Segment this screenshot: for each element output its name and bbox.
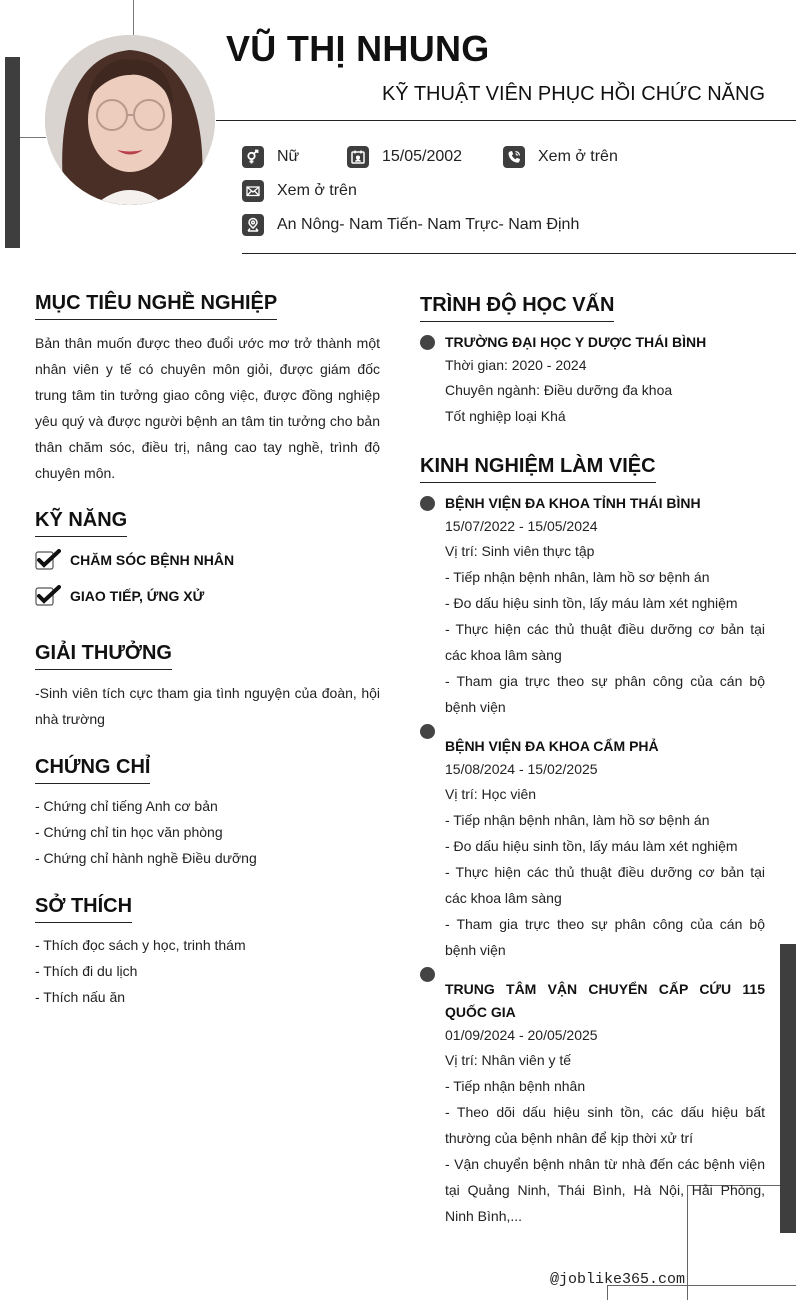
experience-heading: KINH NGHIỆM LÀM VIỆC (420, 455, 656, 483)
education-line: Chuyên ngành: Điều dưỡng đa khoa (445, 382, 673, 398)
header-divider (216, 120, 796, 121)
timeline-bullet (420, 335, 435, 350)
job-line: - Tiếp nhận bệnh nhân, làm hồ sơ bệnh án (445, 812, 710, 828)
job-line: - Tiếp nhận bệnh nhân (445, 1078, 586, 1094)
certificate-item: - Chứng chỉ tin học văn phòng (35, 824, 223, 840)
phone-value: Xem ở trên (538, 148, 618, 165)
job-line: - Thực hiện các thủ thuật điều dưỡng cơ bản tại các khoa lâm sàng (445, 864, 765, 906)
certificate-item: - Chứng chỉ tiếng Anh cơ bản (35, 798, 218, 814)
education-heading: TRÌNH ĐỘ HỌC VẤN (420, 294, 614, 322)
phone-icon (503, 146, 525, 168)
job-line: - Đo dấu hiệu sinh tồn, lấy máu làm xét nghiệm (445, 595, 738, 611)
hobby-item: - Thích nấu ăn (35, 989, 126, 1005)
job-date: 01/09/2024 - 20/05/2025 (445, 1027, 598, 1043)
birthday-value: 15/05/2002 (382, 148, 463, 165)
education-line: Thời gian: 2020 - 2024 (445, 357, 587, 373)
job-title: KỸ THUẬT VIÊN PHỤC HỒI CHỨC NĂNG (381, 83, 765, 105)
candidate-name: VŨ THỊ NHUNG (226, 28, 490, 69)
job-line: Vị trí: Sinh viên thực tập (445, 543, 595, 559)
skill-label: CHĂM SÓC BỆNH NHÂN (70, 552, 235, 568)
skills-heading: KỸ NĂNG (35, 509, 127, 537)
job-line: - Vận chuyển bệnh nhân từ nhà đến các bệnh viện tại Quảng Ninh, Thái Bình, Hà Nội, Hải Phòng, Ninh Bình,... (445, 1156, 765, 1224)
left-decor-bar (5, 57, 20, 248)
checkbox-checked-icon (35, 584, 61, 608)
contact-address (242, 214, 579, 236)
checkbox-checked-icon (35, 548, 61, 572)
awards-heading: GIẢI THƯỞNG (35, 642, 172, 670)
objective-heading: MỤC TIÊU NGHỀ NGHIỆP (35, 292, 277, 320)
certificate-item: - Chứng chỉ hành nghề Điều dưỡng (35, 850, 257, 866)
hobby-item: - Thích đọc sách y học, trinh thám (35, 937, 246, 953)
hobby-item: - Thích đi du lịch (35, 963, 138, 979)
contact-divider (242, 253, 796, 254)
skill-label: GIAO TIẾP, ỨNG XỬ (70, 588, 205, 604)
job-line: - Tham gia trực theo sự phân công của cán bộ bệnh viện (445, 916, 765, 958)
awards-text: -Sinh viên tích cực tham gia tình nguyện của đoàn, hội nhà trường (35, 685, 380, 727)
contact-phone (503, 146, 618, 168)
job-line: Vị trí: Nhân viên y tế (445, 1052, 572, 1068)
objective-text: Bản thân muốn được theo đuổi ước mơ trở thành một nhân viên y tế có chuyên môn giỏi, được giám đốc trung tâm tin tưởng giao công việc, được đồng nghiệp yêu quý và được người bệnh an tâm tin tưởng cho bản thân chăm sóc, điều trị, nâng cao tay nghề, trình độ chuyên môn. (35, 335, 380, 481)
hobbies-list (35, 932, 246, 1010)
hobbies-heading: SỞ THÍCH (35, 895, 132, 923)
job-line: - Thực hiện các thủ thuật điều dưỡng cơ bản tại các khoa lâm sàng (445, 621, 765, 663)
timeline-bullet (420, 967, 435, 982)
gender-value: Nữ (277, 148, 300, 165)
certificates-heading: CHỨNG CHỈ (35, 756, 150, 784)
calendar-icon (347, 146, 369, 168)
job-line: - Tham gia trực theo sự phân công của cán bộ bệnh viện (445, 673, 765, 715)
skill-item (35, 584, 204, 608)
experience-entry (445, 492, 765, 720)
mail-icon (242, 180, 264, 202)
right-decor-bar (780, 944, 796, 1233)
job-date: 15/07/2022 - 15/05/2024 (445, 518, 598, 534)
school-name: TRƯỜNG ĐẠI HỌC Y DƯỢC THÁI BÌNH (445, 334, 707, 350)
profile-photo (45, 35, 215, 205)
address-value: An Nông- Nam Tiến- Nam Trực- Nam Định (277, 216, 580, 233)
watermark: @joblike365.com (550, 1271, 686, 1288)
location-icon (242, 214, 264, 236)
job-line: - Tiếp nhận bệnh nhân, làm hồ sơ bệnh án (445, 569, 710, 585)
email-value: Xem ở trên (277, 182, 357, 199)
job-line: - Theo dõi dấu hiệu sinh tồn, các dấu hiệu bất thường của bệnh nhân để kịp thời xử trí (445, 1104, 765, 1146)
timeline-bullet (420, 496, 435, 511)
experience-entry (445, 735, 765, 963)
certificates-list (35, 793, 257, 871)
experience-entry (445, 978, 765, 1229)
job-line: Vị trí: Học viên (445, 786, 537, 802)
skill-item (35, 548, 234, 572)
education-entry (445, 331, 765, 429)
education-line: Tốt nghiệp loại Khá (445, 408, 566, 424)
top-decor-line (133, 0, 134, 36)
company-name: TRUNG TÂM VẬN CHUYỂN CẤP CỨU 115 QUỐC GIA (445, 981, 765, 1020)
left-decor-line (20, 137, 46, 138)
timeline-bullet (420, 724, 435, 739)
company-name: BỆNH VIỆN ĐA KHOA TỈNH THÁI BÌNH (445, 495, 701, 511)
company-name: BỆNH VIỆN ĐA KHOA CẨM PHẢ (445, 738, 659, 754)
contact-birthday (347, 146, 462, 168)
gender-icon (242, 146, 264, 168)
job-date: 15/08/2024 - 15/02/2025 (445, 761, 598, 777)
contact-gender (242, 146, 299, 168)
contact-email (242, 180, 357, 202)
job-line: - Đo dấu hiệu sinh tồn, lấy máu làm xét nghiệm (445, 838, 738, 854)
